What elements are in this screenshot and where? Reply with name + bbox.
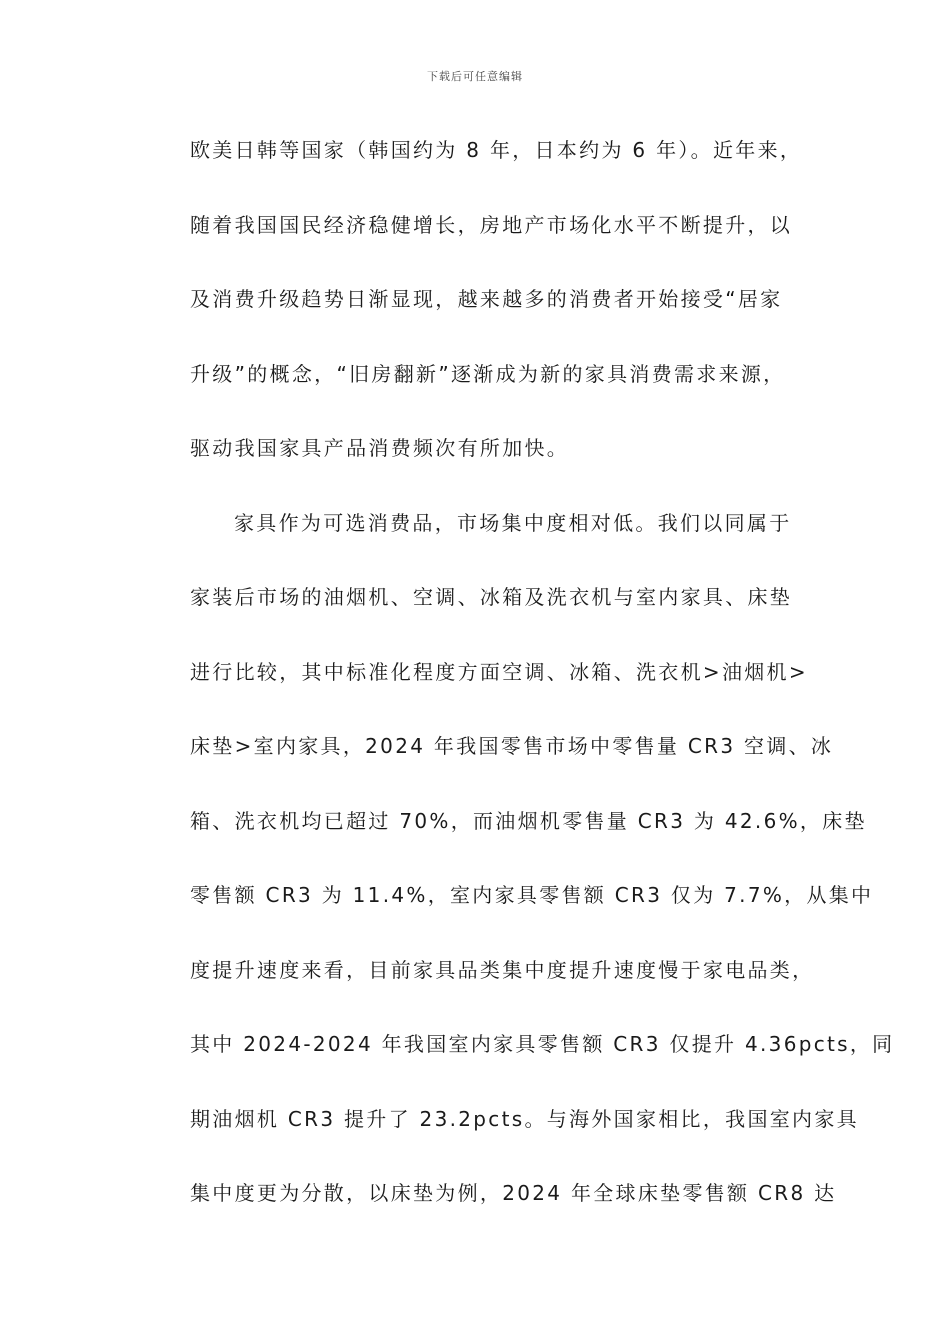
text-line: 度提升速度来看，目前家具品类集中度提升速度慢于家电品类， (190, 957, 815, 982)
text-line: 随着我国国民经济稳健增长，房地产市场化水平不断提升，以 (190, 212, 793, 237)
text-line: 零售额 CR3 为 11.4%，室内家具零售额 CR3 仅为 7.7%，从集中 (190, 883, 874, 907)
text-line: 驱动我国家具产品消费频次有所加快。 (190, 436, 570, 460)
text-line: 期油烟机 CR3 提升了 23.2pcts。与海外国家相比，我国室内家具 (190, 1106, 859, 1131)
text-line: 家具作为可选消费品，市场集中度相对低。我们以同属于 (234, 510, 792, 535)
text-line: 床垫>室内家具，2024 年我国零售市场中零售量 CR3 空调、冰 (190, 734, 834, 758)
text-line: 升级”的概念，“旧房翻新”逐渐成为新的家具消费需求来源， (190, 361, 786, 386)
body-text (190, 122, 895, 1240)
text-line: 欧美日韩等国家（韩国约为 8 年，日本约为 6 年）。近年来， (190, 138, 803, 162)
text-line: 集中度更为分散，以床垫为例，2024 年全球床垫零售额 CR8 达 (190, 1181, 837, 1205)
text-line: 箱、洗衣机均已超过 70%，而油烟机零售量 CR3 为 42.6%，床垫 (190, 808, 867, 833)
text-line: 进行比较，其中标准化程度方面空调、冰箱、洗衣机>油烟机> (190, 659, 808, 684)
paragraph-2 (190, 495, 895, 1240)
text-line: 家装后市场的油烟机、空调、冰箱及洗衣机与室内家具、床垫 (190, 585, 793, 609)
paragraph-1 (190, 122, 810, 495)
text-line: 及消费升级趋势日渐显现，越来越多的消费者开始接受“居家 (190, 287, 783, 311)
text-line: 其中 2024-2024 年我国室内家具零售额 CR3 仅提升 4.36pcts，同 (190, 1032, 895, 1056)
header-note: 下载后可任意编辑 (427, 70, 523, 83)
